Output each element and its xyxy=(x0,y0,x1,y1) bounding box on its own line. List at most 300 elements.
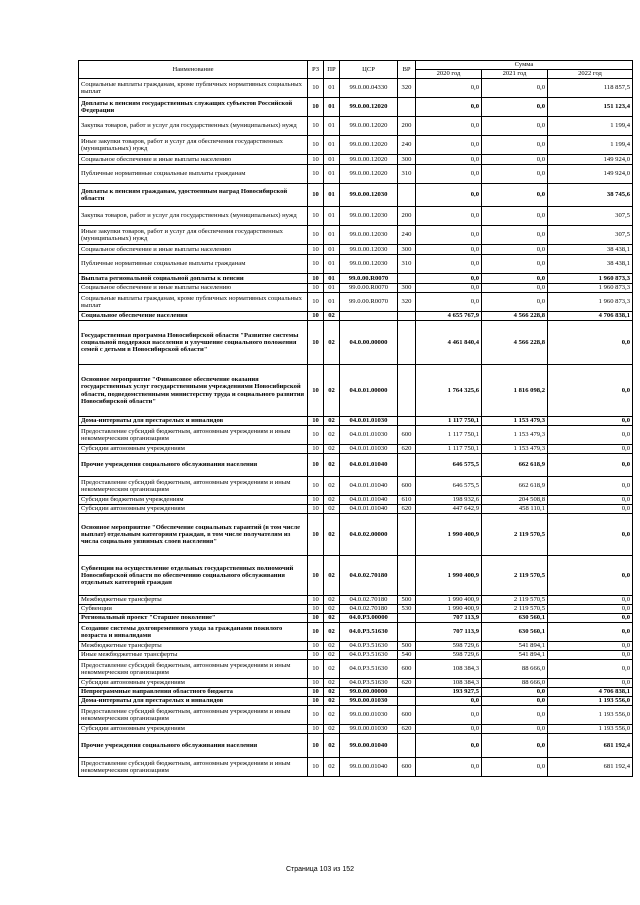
cell-csr: 99.0.00.12030 xyxy=(340,184,398,207)
cell-csr: 04.0.01.01030 xyxy=(340,445,398,454)
table-body xyxy=(79,79,633,777)
cell-2022: 0,0 xyxy=(548,454,633,477)
cell-name: Государственная программа Новосибирской области "Развитие системы социальной поддержки населения и улучшение социального положения семей с детьми в Новосибирской области" xyxy=(79,321,308,365)
cell-pr: 01 xyxy=(324,79,340,98)
cell-name: Доплаты к пенсиям государственных служащих субъектов Российской Федерации xyxy=(79,98,308,117)
col-sum-header: Сумма xyxy=(416,61,633,70)
table-row xyxy=(79,136,633,155)
cell-pr: 02 xyxy=(324,651,340,660)
cell-2021: 2 119 570,5 xyxy=(482,556,548,596)
cell-2021: 0,0 xyxy=(482,79,548,98)
cell-2020: 447 642,9 xyxy=(416,505,482,514)
cell-name: Субсидии автономным учреждениям xyxy=(79,679,308,688)
cell-2020: 0,0 xyxy=(416,79,482,98)
table-row xyxy=(79,454,633,477)
cell-vr xyxy=(398,365,416,417)
cell-csr: 99.0.00.01040 xyxy=(340,734,398,758)
cell-2021: 0,0 xyxy=(482,697,548,706)
table-row xyxy=(79,623,633,642)
cell-vr xyxy=(398,321,416,365)
cell-2020: 0,0 xyxy=(416,284,482,293)
cell-csr: 04.0.01.00000 xyxy=(340,365,398,417)
table-row xyxy=(79,660,633,679)
cell-csr: 99.0.00.01030 xyxy=(340,697,398,706)
col-pr-header: ПР xyxy=(324,61,340,79)
cell-rz: 10 xyxy=(308,184,324,207)
cell-pr: 02 xyxy=(324,758,340,777)
cell-2020: 0,0 xyxy=(416,226,482,245)
cell-rz: 10 xyxy=(308,758,324,777)
cell-pr: 02 xyxy=(324,725,340,734)
cell-2021: 0,0 xyxy=(482,734,548,758)
cell-name: Иные закупки товаров, работ и услуг для обеспечения государственных (муниципальных) нужд xyxy=(79,226,308,245)
cell-pr: 02 xyxy=(324,417,340,426)
cell-vr: 600 xyxy=(398,706,416,725)
cell-name: Социальное обеспечение и иные выплаты населению xyxy=(79,245,308,255)
cell-2020: 193 927,5 xyxy=(416,688,482,697)
table-row xyxy=(79,226,633,245)
cell-pr: 01 xyxy=(324,255,340,274)
cell-csr: 04.0.01.01030 xyxy=(340,417,398,426)
cell-vr: 600 xyxy=(398,426,416,445)
cell-pr: 02 xyxy=(324,706,340,725)
table-row xyxy=(79,245,633,255)
table-row xyxy=(79,184,633,207)
col-vr-header: ВР xyxy=(398,61,416,79)
cell-vr: 540 xyxy=(398,651,416,660)
cell-pr: 02 xyxy=(324,505,340,514)
cell-2020: 1 990 400,9 xyxy=(416,605,482,614)
cell-2020: 0,0 xyxy=(416,165,482,184)
table-row xyxy=(79,496,633,505)
cell-name: Предоставление субсидий бюджетным, автономным учреждениям и иным некоммерческим организациям xyxy=(79,706,308,725)
cell-rz: 10 xyxy=(308,688,324,697)
cell-2022: 0,0 xyxy=(548,556,633,596)
cell-csr: 04.0.P3.51630 xyxy=(340,679,398,688)
cell-name: Межбюджетные трансферты xyxy=(79,596,308,605)
cell-2021: 630 560,1 xyxy=(482,614,548,623)
table-row xyxy=(79,284,633,293)
cell-csr: 04.0.01.01040 xyxy=(340,496,398,505)
cell-2021: 0,0 xyxy=(482,207,548,226)
cell-rz: 10 xyxy=(308,245,324,255)
cell-name: Субсидии автономным учреждениям xyxy=(79,445,308,454)
cell-name: Социальное обеспечение населения xyxy=(79,312,308,321)
cell-2022: 38 745,6 xyxy=(548,184,633,207)
cell-2021: 1 153 479,3 xyxy=(482,445,548,454)
cell-name: Доплаты к пенсиям гражданам, удостоенным наград Новосибирской области xyxy=(79,184,308,207)
cell-pr: 01 xyxy=(324,165,340,184)
cell-2020: 0,0 xyxy=(416,207,482,226)
cell-rz: 10 xyxy=(308,312,324,321)
cell-name: Межбюджетные трансферты xyxy=(79,642,308,651)
cell-vr: 500 xyxy=(398,642,416,651)
cell-pr: 02 xyxy=(324,445,340,454)
cell-vr: 620 xyxy=(398,725,416,734)
cell-vr: 200 xyxy=(398,207,416,226)
cell-2021: 0,0 xyxy=(482,165,548,184)
cell-2020: 0,0 xyxy=(416,758,482,777)
cell-name: Субвенции xyxy=(79,605,308,614)
cell-2020: 1 117 750,1 xyxy=(416,426,482,445)
cell-2021: 1 153 479,3 xyxy=(482,426,548,445)
col-2020-header: 2020 год xyxy=(416,70,482,79)
cell-pr: 02 xyxy=(324,496,340,505)
cell-pr: 02 xyxy=(324,623,340,642)
cell-2021: 0,0 xyxy=(482,293,548,312)
table-row xyxy=(79,293,633,312)
cell-2021: 541 894,1 xyxy=(482,651,548,660)
cell-vr xyxy=(398,697,416,706)
cell-2022: 151 123,4 xyxy=(548,98,633,117)
cell-2021: 0,0 xyxy=(482,136,548,155)
cell-2021: 662 618,9 xyxy=(482,454,548,477)
cell-2020: 1 764 325,6 xyxy=(416,365,482,417)
cell-vr xyxy=(398,623,416,642)
cell-2021: 0,0 xyxy=(482,284,548,293)
cell-csr: 04.0.01.01040 xyxy=(340,477,398,496)
cell-vr: 200 xyxy=(398,117,416,136)
cell-vr xyxy=(398,184,416,207)
cell-rz: 10 xyxy=(308,417,324,426)
cell-vr: 600 xyxy=(398,477,416,496)
cell-rz: 10 xyxy=(308,505,324,514)
cell-2022: 4 706 838,1 xyxy=(548,688,633,697)
table-row xyxy=(79,605,633,614)
cell-vr xyxy=(398,734,416,758)
table-row xyxy=(79,679,633,688)
cell-name: Социальное обеспечение и иные выплаты населению xyxy=(79,155,308,165)
cell-name: Дома-интернаты для престарелых и инвалидов xyxy=(79,417,308,426)
cell-pr: 01 xyxy=(324,226,340,245)
cell-pr: 02 xyxy=(324,660,340,679)
table-row xyxy=(79,758,633,777)
table-row xyxy=(79,614,633,623)
cell-2022: 0,0 xyxy=(548,623,633,642)
cell-rz: 10 xyxy=(308,274,324,284)
cell-csr: 99.0.00.01030 xyxy=(340,725,398,734)
cell-name: Субсидии автономным учреждениям xyxy=(79,505,308,514)
cell-2021: 0,0 xyxy=(482,725,548,734)
table-row xyxy=(79,697,633,706)
cell-2020: 198 932,6 xyxy=(416,496,482,505)
cell-name: Прочие учреждения социального обслуживания населения xyxy=(79,734,308,758)
cell-2022: 307,5 xyxy=(548,226,633,245)
cell-2022: 1 199,4 xyxy=(548,117,633,136)
cell-vr: 600 xyxy=(398,758,416,777)
cell-2021: 2 119 570,5 xyxy=(482,596,548,605)
cell-vr xyxy=(398,688,416,697)
col-2021-header: 2021 год xyxy=(482,70,548,79)
cell-2021: 204 508,8 xyxy=(482,496,548,505)
cell-rz: 10 xyxy=(308,98,324,117)
cell-pr: 02 xyxy=(324,596,340,605)
cell-vr: 240 xyxy=(398,226,416,245)
cell-2020: 0,0 xyxy=(416,155,482,165)
cell-2021: 0,0 xyxy=(482,706,548,725)
cell-2021: 458 110,1 xyxy=(482,505,548,514)
table-row xyxy=(79,312,633,321)
table-row xyxy=(79,207,633,226)
cell-csr: 99.0.00.01030 xyxy=(340,706,398,725)
cell-2021: 4 566 228,8 xyxy=(482,312,548,321)
cell-vr xyxy=(398,556,416,596)
cell-csr: 99.0.00.12030 xyxy=(340,245,398,255)
cell-2022: 0,0 xyxy=(548,605,633,614)
cell-rz: 10 xyxy=(308,284,324,293)
cell-2021: 88 666,0 xyxy=(482,679,548,688)
cell-csr: 99.0.00.00000 xyxy=(340,688,398,697)
cell-2022: 1 193 556,0 xyxy=(548,725,633,734)
cell-vr: 240 xyxy=(398,136,416,155)
cell-csr: 04.0.P3.51630 xyxy=(340,651,398,660)
cell-name: Социальные выплаты гражданам, кроме публичных нормативных социальных выплат xyxy=(79,79,308,98)
cell-vr: 620 xyxy=(398,445,416,454)
cell-rz: 10 xyxy=(308,426,324,445)
cell-2020: 108 384,3 xyxy=(416,660,482,679)
cell-2022: 0,0 xyxy=(548,321,633,365)
cell-vr: 320 xyxy=(398,79,416,98)
cell-vr xyxy=(398,274,416,284)
cell-2020: 0,0 xyxy=(416,706,482,725)
cell-2020: 1 990 400,9 xyxy=(416,514,482,556)
cell-vr: 530 xyxy=(398,605,416,614)
cell-csr: 99.0.00.12020 xyxy=(340,155,398,165)
cell-rz: 10 xyxy=(308,605,324,614)
cell-name: Субсидии автономным учреждениям xyxy=(79,725,308,734)
cell-pr: 01 xyxy=(324,293,340,312)
cell-name: Иные закупки товаров, работ и услуг для обеспечения государственных (муниципальных) нужд xyxy=(79,136,308,155)
cell-2020: 4 461 840,4 xyxy=(416,321,482,365)
cell-rz: 10 xyxy=(308,155,324,165)
table-row xyxy=(79,477,633,496)
cell-2022: 0,0 xyxy=(548,660,633,679)
cell-2020: 0,0 xyxy=(416,725,482,734)
cell-pr: 02 xyxy=(324,642,340,651)
cell-rz: 10 xyxy=(308,725,324,734)
cell-name: Предоставление субсидий бюджетным, автономным учреждениям и иным некоммерческим организациям xyxy=(79,426,308,445)
cell-csr: 04.0.01.01040 xyxy=(340,454,398,477)
cell-vr xyxy=(398,454,416,477)
cell-name: Основное мероприятие "Финансовое обеспечение оказания государственных услуг государственными учреждениями Новосибирской области, подведомственными министерству труда и социального развития Новосибирской области" xyxy=(79,365,308,417)
cell-csr: 04.0.P3.00000 xyxy=(340,614,398,623)
cell-pr: 01 xyxy=(324,184,340,207)
cell-rz: 10 xyxy=(308,679,324,688)
table-row xyxy=(79,321,633,365)
cell-pr: 02 xyxy=(324,365,340,417)
cell-2020: 1 990 400,9 xyxy=(416,596,482,605)
cell-pr: 02 xyxy=(324,426,340,445)
cell-rz: 10 xyxy=(308,706,324,725)
table-row xyxy=(79,274,633,284)
cell-2021: 0,0 xyxy=(482,226,548,245)
cell-2022: 118 857,5 xyxy=(548,79,633,98)
cell-rz: 10 xyxy=(308,596,324,605)
cell-2020: 707 113,9 xyxy=(416,623,482,642)
cell-2020: 0,0 xyxy=(416,255,482,274)
table-row xyxy=(79,725,633,734)
cell-rz: 10 xyxy=(308,117,324,136)
cell-vr xyxy=(398,614,416,623)
cell-2021: 630 560,1 xyxy=(482,623,548,642)
col-csr-header: ЦСР xyxy=(340,61,398,79)
cell-vr: 300 xyxy=(398,245,416,255)
table-row xyxy=(79,155,633,165)
cell-name: Субсидии бюджетным учреждениям xyxy=(79,496,308,505)
cell-rz: 10 xyxy=(308,293,324,312)
cell-2020: 0,0 xyxy=(416,184,482,207)
table-row xyxy=(79,426,633,445)
cell-2022: 0,0 xyxy=(548,651,633,660)
cell-rz: 10 xyxy=(308,614,324,623)
cell-pr: 02 xyxy=(324,321,340,365)
cell-2022: 1 199,4 xyxy=(548,136,633,155)
cell-name: Выплата региональной социальной доплаты к пенсии xyxy=(79,274,308,284)
cell-2021: 0,0 xyxy=(482,245,548,255)
cell-csr: 99.0.00.12030 xyxy=(340,207,398,226)
cell-2020: 0,0 xyxy=(416,734,482,758)
col-rz-header: РЗ xyxy=(308,61,324,79)
cell-2022: 38 438,1 xyxy=(548,255,633,274)
cell-pr: 01 xyxy=(324,155,340,165)
cell-name: Прочие учреждения социального обслуживания населения xyxy=(79,454,308,477)
table-row xyxy=(79,642,633,651)
cell-rz: 10 xyxy=(308,165,324,184)
cell-vr: 600 xyxy=(398,660,416,679)
col-name-header: Наименование xyxy=(79,61,308,79)
cell-2021: 88 666,0 xyxy=(482,660,548,679)
table-row xyxy=(79,98,633,117)
cell-2022: 4 706 838,1 xyxy=(548,312,633,321)
cell-csr: 04.0.P3.51630 xyxy=(340,660,398,679)
table-row xyxy=(79,255,633,274)
cell-2020: 108 384,3 xyxy=(416,679,482,688)
cell-2020: 0,0 xyxy=(416,98,482,117)
cell-pr: 02 xyxy=(324,454,340,477)
cell-csr: 99.0.00.12030 xyxy=(340,226,398,245)
cell-2020: 4 655 767,9 xyxy=(416,312,482,321)
cell-pr: 01 xyxy=(324,98,340,117)
cell-csr: 99.0.00.R0070 xyxy=(340,293,398,312)
cell-vr xyxy=(398,98,416,117)
cell-2022: 0,0 xyxy=(548,496,633,505)
cell-2022: 1 193 556,0 xyxy=(548,697,633,706)
cell-vr xyxy=(398,514,416,556)
cell-rz: 10 xyxy=(308,207,324,226)
cell-vr xyxy=(398,417,416,426)
cell-2022: 0,0 xyxy=(548,614,633,623)
table-row xyxy=(79,706,633,725)
cell-csr: 99.0.00.12020 xyxy=(340,98,398,117)
cell-pr: 02 xyxy=(324,688,340,697)
cell-2021: 0,0 xyxy=(482,688,548,697)
cell-name: Социальное обеспечение и иные выплаты населению xyxy=(79,284,308,293)
cell-rz: 10 xyxy=(308,496,324,505)
table-row xyxy=(79,651,633,660)
cell-vr: 500 xyxy=(398,596,416,605)
cell-csr: 04.0.02.70180 xyxy=(340,596,398,605)
cell-2020: 1 990 400,9 xyxy=(416,556,482,596)
cell-rz: 10 xyxy=(308,445,324,454)
cell-name: Региональный проект "Старшее поколение" xyxy=(79,614,308,623)
cell-2020: 598 729,6 xyxy=(416,642,482,651)
cell-2021: 4 566 228,8 xyxy=(482,321,548,365)
cell-csr: 99.0.00.01040 xyxy=(340,758,398,777)
cell-2022: 681 192,4 xyxy=(548,734,633,758)
cell-2022: 1 193 556,0 xyxy=(548,706,633,725)
cell-pr: 01 xyxy=(324,117,340,136)
cell-csr: 99.0.00.04330 xyxy=(340,79,398,98)
cell-2021: 0,0 xyxy=(482,155,548,165)
table-row xyxy=(79,514,633,556)
cell-csr: 04.0.01.01030 xyxy=(340,426,398,445)
table-row xyxy=(79,117,633,136)
cell-2022: 0,0 xyxy=(548,642,633,651)
cell-rz: 10 xyxy=(308,660,324,679)
cell-vr: 620 xyxy=(398,679,416,688)
cell-rz: 10 xyxy=(308,651,324,660)
cell-csr: 04.0.P3.51630 xyxy=(340,642,398,651)
cell-pr: 02 xyxy=(324,697,340,706)
cell-2022: 1 960 873,3 xyxy=(548,293,633,312)
cell-pr: 01 xyxy=(324,245,340,255)
cell-csr: 99.0.00.12030 xyxy=(340,255,398,274)
cell-name: Субвенции на осуществление отдельных государственных полномочий Новосибирской области по обеспечению социального обслуживания отдельных категорий граждан xyxy=(79,556,308,596)
cell-name: Закупка товаров, работ и услуг для государственных (муниципальных) нужд xyxy=(79,207,308,226)
col-2022-header: 2022 год xyxy=(548,70,633,79)
cell-vr: 610 xyxy=(398,496,416,505)
cell-vr: 300 xyxy=(398,155,416,165)
table-row xyxy=(79,417,633,426)
cell-2022: 0,0 xyxy=(548,365,633,417)
cell-pr: 02 xyxy=(324,312,340,321)
cell-2020: 646 575,5 xyxy=(416,477,482,496)
cell-pr: 02 xyxy=(324,605,340,614)
cell-vr: 310 xyxy=(398,165,416,184)
cell-2021: 2 119 570,5 xyxy=(482,514,548,556)
cell-vr xyxy=(398,312,416,321)
table-row xyxy=(79,505,633,514)
cell-name: Иные межбюджетные трансферты xyxy=(79,651,308,660)
cell-2021: 1 816 098,2 xyxy=(482,365,548,417)
cell-name: Социальные выплаты гражданам, кроме публичных нормативных социальных выплат xyxy=(79,293,308,312)
cell-2022: 0,0 xyxy=(548,445,633,454)
page-footer: Страница 103 из 152 xyxy=(285,866,355,873)
cell-name: Публичные нормативные социальные выплаты гражданам xyxy=(79,165,308,184)
table-header xyxy=(79,61,633,79)
cell-rz: 10 xyxy=(308,79,324,98)
cell-2021: 0,0 xyxy=(482,255,548,274)
cell-2020: 0,0 xyxy=(416,274,482,284)
cell-pr: 02 xyxy=(324,514,340,556)
cell-csr: 04.0.02.00000 xyxy=(340,514,398,556)
cell-pr: 01 xyxy=(324,207,340,226)
cell-2020: 646 575,5 xyxy=(416,454,482,477)
cell-pr: 01 xyxy=(324,284,340,293)
cell-pr: 02 xyxy=(324,614,340,623)
cell-2022: 0,0 xyxy=(548,426,633,445)
cell-csr: 99.0.00.12020 xyxy=(340,136,398,155)
cell-csr: 04.0.02.70180 xyxy=(340,556,398,596)
cell-vr: 310 xyxy=(398,255,416,274)
cell-2022: 0,0 xyxy=(548,505,633,514)
cell-rz: 10 xyxy=(308,454,324,477)
cell-rz: 10 xyxy=(308,477,324,496)
cell-name: Предоставление субсидий бюджетным, автономным учреждениям и иным некоммерческим организациям xyxy=(79,758,308,777)
cell-2022: 307,5 xyxy=(548,207,633,226)
cell-2020: 0,0 xyxy=(416,293,482,312)
cell-2021: 0,0 xyxy=(482,184,548,207)
